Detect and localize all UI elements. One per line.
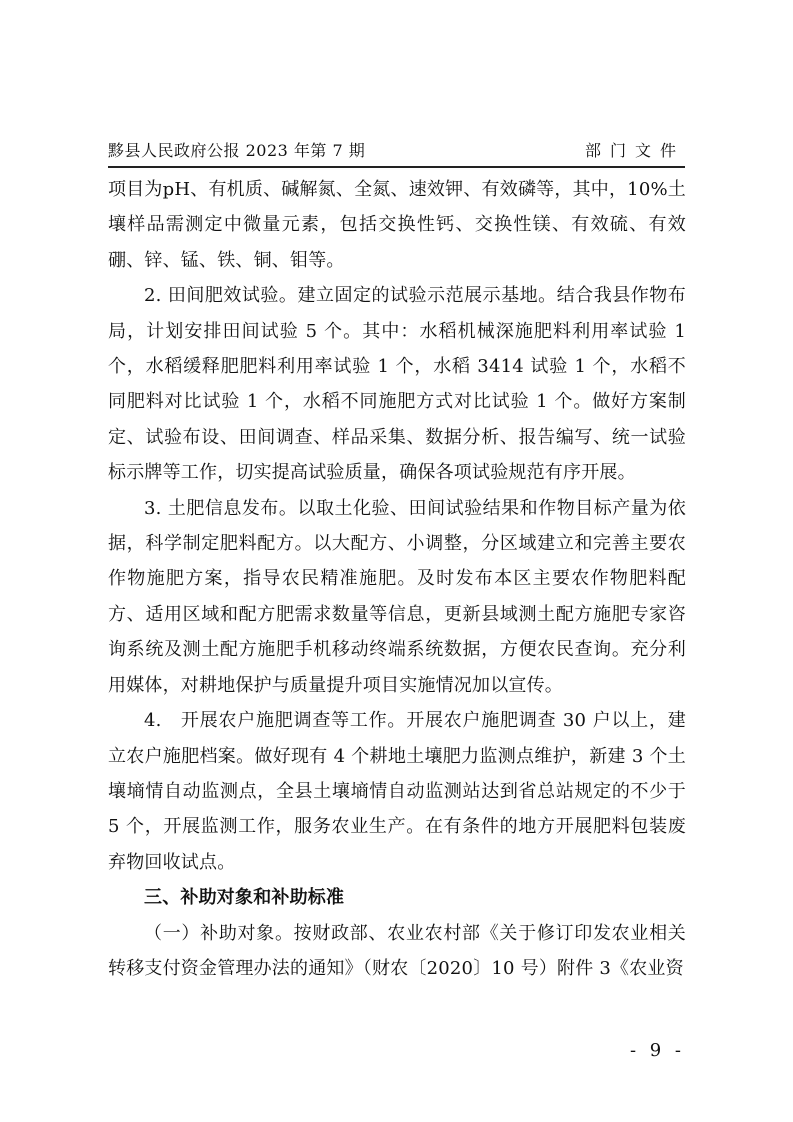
- publication-title: 黟县人民政府公报 2023 年第 7 期: [108, 141, 366, 160]
- page-header: [108, 138, 685, 164]
- paragraph-subsidy-target: （一）补助对象。按财政部、农业农村部《关于修订印发农业相关转移支付资金管理办法的通知》（财农〔2020〕10 号）附件 3《农业资: [108, 922, 686, 979]
- paragraph-farmer-survey: 4. 开展农户施肥调查等工作。开展农户施肥调查 30 户以上，建立农户施肥档案。做好现有 4 个耕地土壤肥力监测点维护，新建 3 个土壤墒情自动监测点，全县土壤墒情自动监测站达到省总站规定的不少于 5 个，开展监测工作，服务农业生产。在有条件的地方开展肥料包装废弃物回收试点。: [108, 710, 686, 873]
- paragraph-field-trial: 2. 田间肥效试验。建立固定的试验示范展示基地。结合我县作物布局，计划安排田间试验 5 个。其中：水稻机械深施肥料利用率试验 1 个，水稻缓释肥肥料利用率试验 1 个，水稻 3414 试验 1 个，水稻不同肥料对比试验 1 个，水稻不同施肥方式对比试验 1 个。做好方案制定、试验布设、田间调查、样品采集、数据分析、报告编写、统一试验标示牌等工作，切实提高试验质量，确保各项试验规范有序开展。: [108, 285, 686, 484]
- paragraph-test-items: 项目为pH、有机质、碱解氮、全氮、速效钾、有效磷等，其中，10%土壤样品需测定中微量元素，包括交换性钙、交换性镁、有效硫、有效硼、锌、锰、铁、铜、钼等。: [108, 179, 686, 271]
- header-divider: [108, 166, 685, 168]
- section-heading: 三、补助对象和补助标准: [144, 887, 345, 909]
- document-body: [108, 172, 686, 986]
- section-label: 部门文件: [584, 141, 685, 160]
- paragraph-info-release: 3. 土肥信息发布。以取土化验、田间试验结果和作物目标产量为依据，科学制定肥料配方。以大配方、小调整，分区域建立和完善主要农作物施肥方案，指导农民精准施肥。及时发布本区主要农作物肥料配方、适用区域和配方肥需求数量等信息，更新县域测土配方施肥专家咨询系统及测土配方施肥手机移动终端系统数据，方便农民查询。充分利用媒体，对耕地保护与质量提升项目实施情况加以宣传。: [108, 497, 686, 696]
- page-number: - 9 -: [629, 1040, 685, 1061]
